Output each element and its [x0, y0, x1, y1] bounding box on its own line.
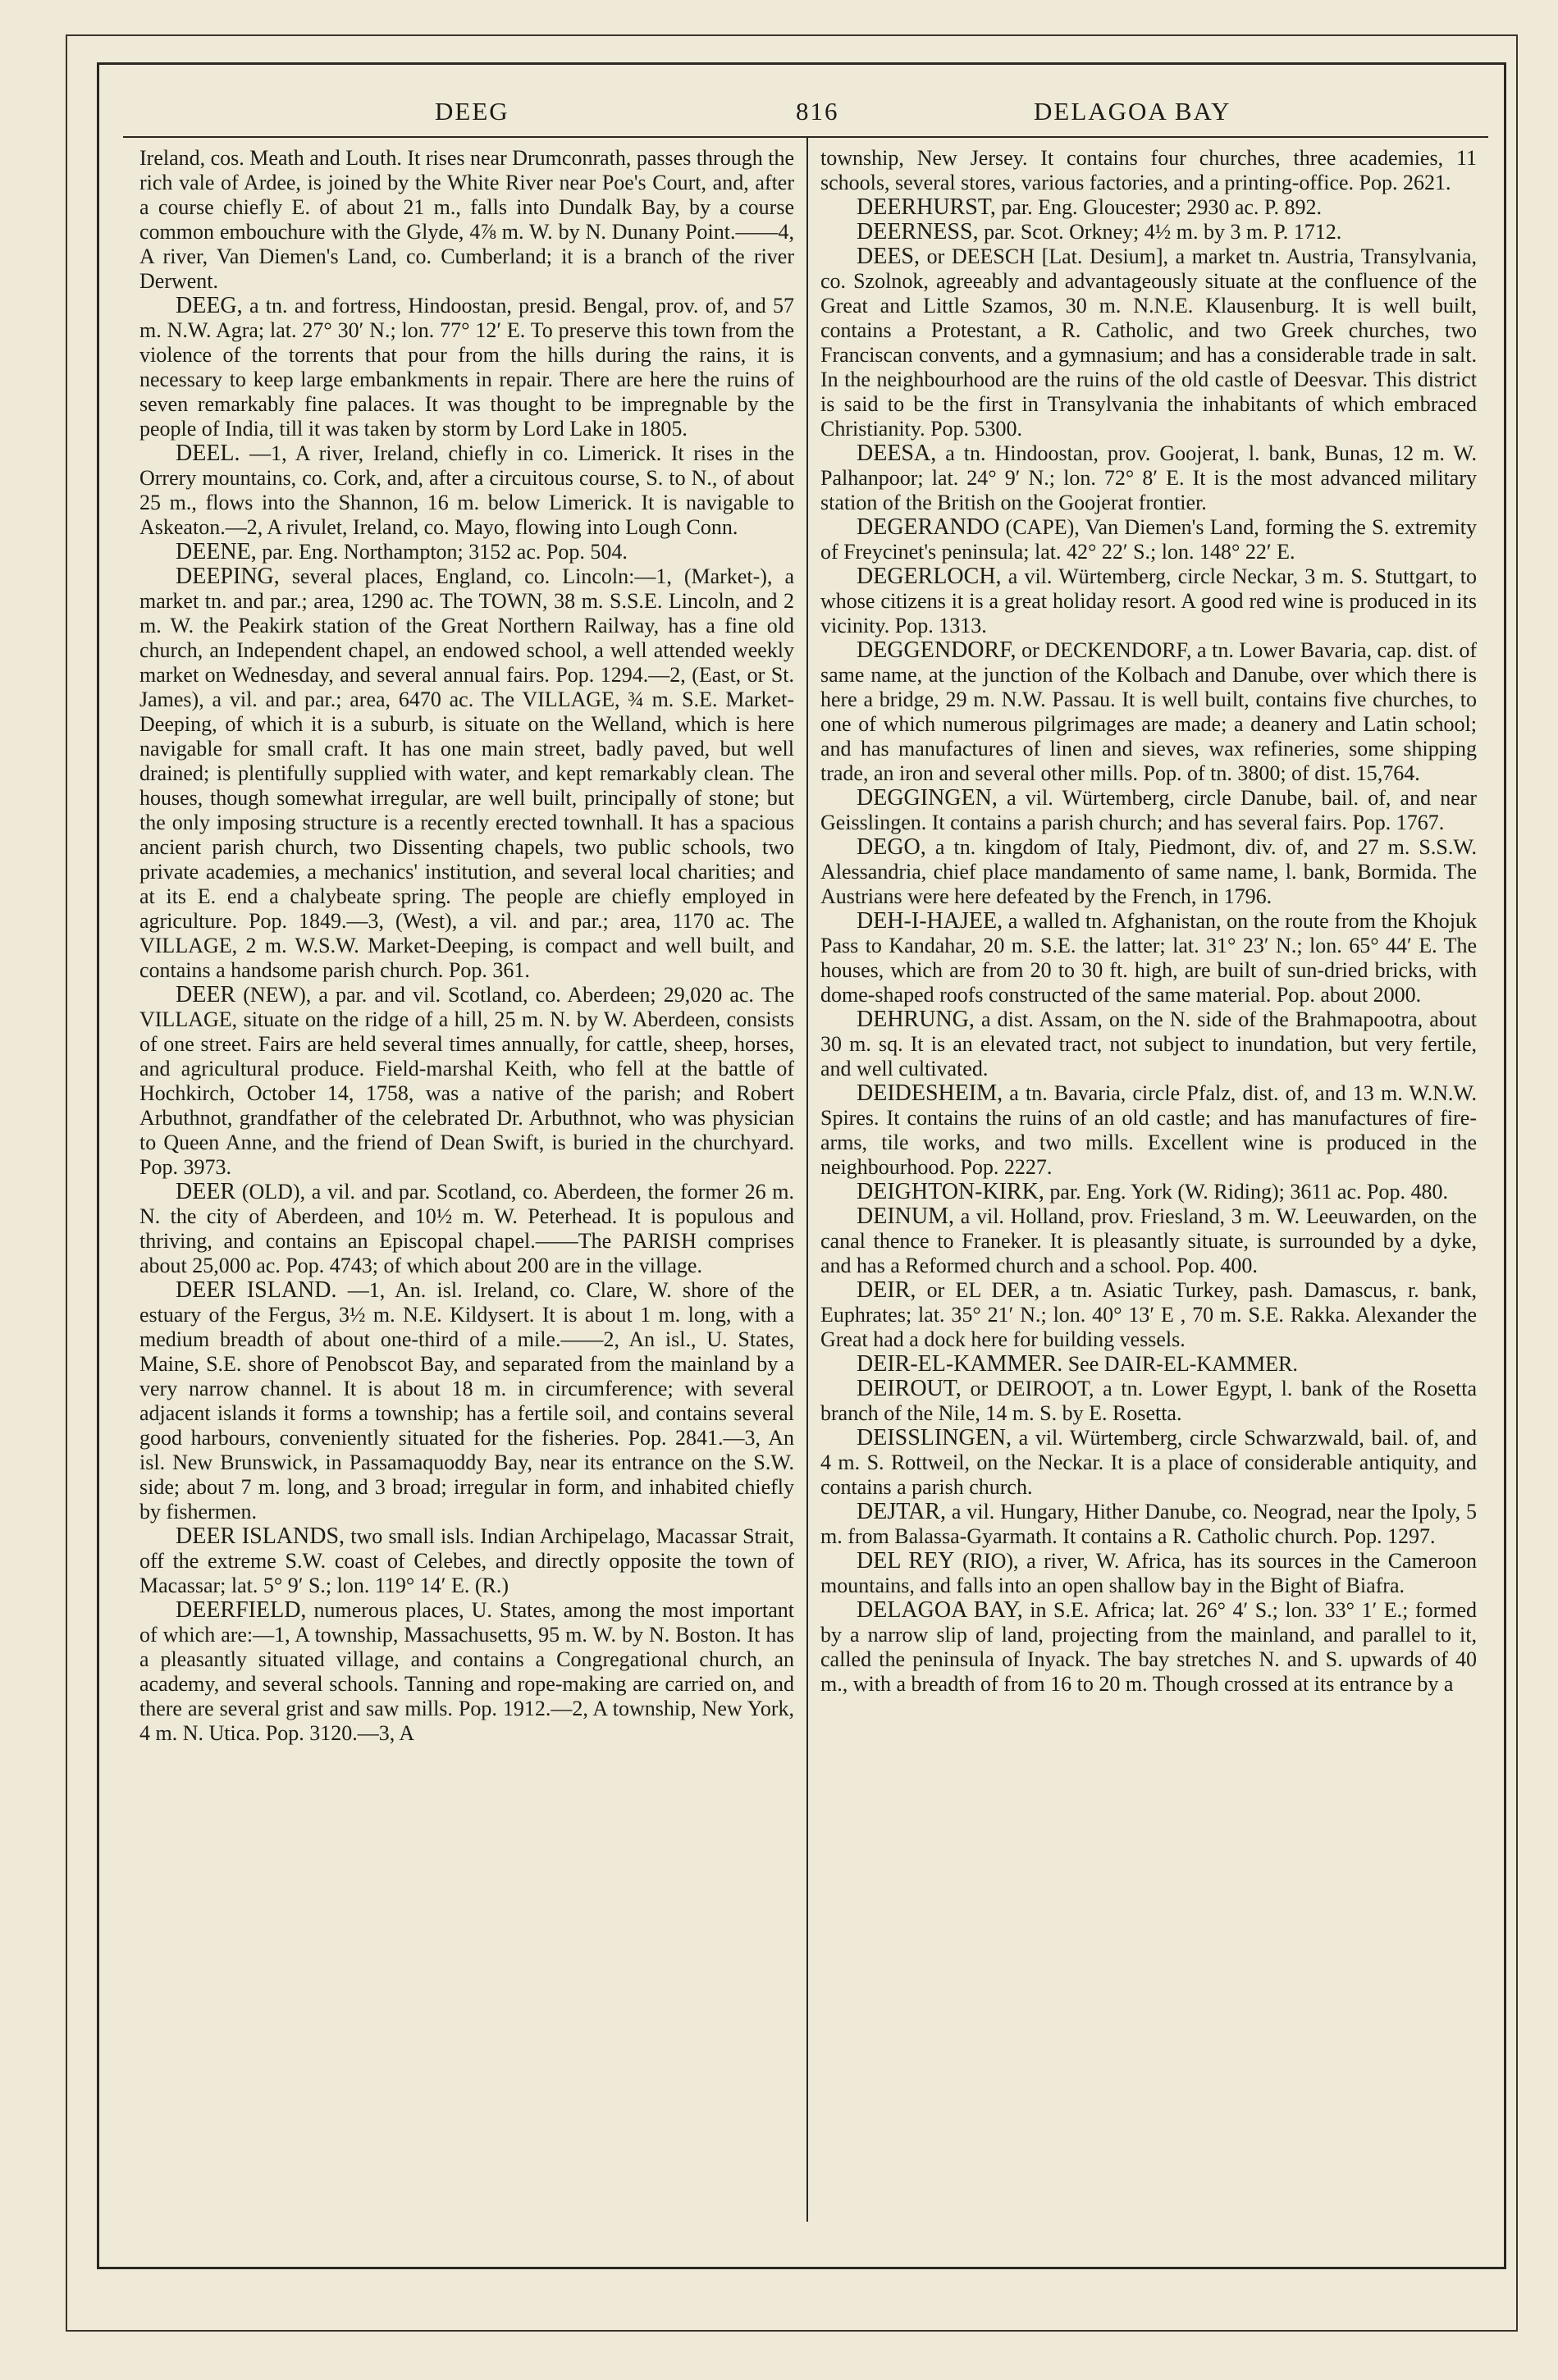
entry-headword: DEENE,	[176, 539, 257, 564]
entry-headword: DEEL.	[176, 441, 240, 466]
entry-text: a vil. Würtemberg, circle Danube, bail. of, and near Geisslingen. It contains a parish church; and has several fairs. Pop. 1767.	[820, 786, 1477, 834]
header-rule	[123, 136, 1488, 138]
running-header	[123, 90, 1485, 139]
entry-text: numerous places, U. States, among the most important of which are:—1, A township, Massachusetts, 95 m. W. by N. Boston. It has a pleasantly situated village, and contains a Congregational church, an academy, and several schools. Tanning and rope-making are carried on, and there are several grist and saw mills. Pop. 1912.—2, A township, New York, 4 m. N. Utica. Pop. 3120.—3, A	[139, 1598, 794, 1745]
entry-text: a tn. Hindoostan, prov. Goojerat, l. bank, Bunas, 12 m. W. Palhanpoor; lat. 24° 9′ N.; lon. 72° 8′ E. It is the most advanced military station of the British on the Goojerat frontier.	[820, 441, 1477, 514]
entry-text: —1, A river, Ireland, chiefly in co. Limerick. It rises in the Orrery mountains, co. Cork, and, after a circuitous course, S. to N., of about 25 m., flows into the Shannon, 16 m. below Limerick. It is navigable to Askeaton.—2, A rivulet, Ireland, co. Mayo, flowing into Lough Conn.	[139, 441, 794, 539]
gazetteer-entry	[820, 1598, 1477, 1697]
entry-headword: DEESA,	[857, 441, 937, 466]
entry-text: a dist. Assam, on the N. side of the Brahmapootra, about 30 m. sq. It is an elevated tract, not subject to inundation, but very fertile, and well cultivated.	[820, 1007, 1477, 1080]
entry-text: a walled tn. Afghanistan, on the route from the Khojuk Pass to Kandahar, 20 m. S.E. the latter; lat. 31° 23′ N.; lon. 65° 44′ E. The houses, which are from 20 to 30 ft. high, are built of sun-dried bricks, with dome-shaped roofs constructed of the same material. Pop. about 2000.	[820, 909, 1477, 1007]
entry-headword: DEIR,	[857, 1277, 916, 1303]
header-right-word: DELAGOA BAY	[1034, 97, 1231, 126]
gazetteer-entry	[820, 441, 1477, 515]
entry-headword: DEIGHTON-KIRK,	[857, 1179, 1044, 1204]
entry-text: or DEIROOT, a tn. Lower Egypt, l. bank of the Rosetta branch of the Nile, 14 m. S. by E. Rosetta.	[820, 1377, 1477, 1425]
entry-headword: DEERFIELD,	[176, 1597, 307, 1623]
entry-text: par. Scot. Orkney; 4½ m. by 3 m. P. 1712.	[984, 220, 1342, 244]
entry-text: two small isls. Indian Archipelago, Macassar Strait, off the extreme S.W. coast of Celebes, and directly opposite the town of Macassar; lat. 5° 9′ S.; lon. 119° 14′ E. (R.)	[139, 1524, 794, 1597]
column-divider	[806, 138, 808, 2222]
gazetteer-entry	[139, 983, 794, 1180]
entry-headword: DEEG,	[176, 293, 243, 318]
entry-text: par. Eng. York (W. Riding); 3611 ac. Pop. 480.	[1049, 1180, 1448, 1204]
gazetteer-entry	[820, 786, 1477, 835]
entry-text: a tn. kingdom of Italy, Piedmont, div. of, and 27 m. S.S.W. Alessandria, chief place mandamento of same name, l. bank, Bormida. The Austrians were here defeated by the French, in 1796.	[820, 835, 1477, 908]
entry-text: a vil. Würtemberg, circle Schwarzwald, bail. of, and 4 m. S. Rottweil, on the Neckar. It is a place of considerable antiquity, and contains a parish church.	[820, 1426, 1477, 1499]
gazetteer-entry	[820, 1426, 1477, 1500]
entry-text: (OLD), a vil. and par. Scotland, co. Aberdeen, the former 26 m. N. the city of Aberdeen, and 10½ m. W. Peterhead. It is populous and thriving, and contains an Episcopal chapel.——The PARISH comprises about 25,000 ac. Pop. 4743; of which about 200 are in the village.	[139, 1180, 794, 1277]
entry-text: —1, An. isl. Ireland, co. Clare, W. shore of the estuary of the Fergus, 3½ m. N.E. Kildysert. It is about 1 m. long, with a medium breadth of about one-third of a mile.——2, An isl., U. States, Maine, S.E. shore of Penobscot Bay, and separated from the mainland by a very narrow channel. It is about 18 m. in circumference; with several adjacent islands it forms a township; has a fertile soil, and contains several good harbours, conveniently situated for the fisheries. Pop. 2841.—3, An isl. New Brunswick, in Passamaquoddy Bay, near its entrance on the S.W. side; about 7 m. long, and 3 broad; irregular in form, and inhabited chiefly by fishermen.	[139, 1278, 794, 1523]
gazetteer-entry	[820, 835, 1477, 909]
gazetteer-entry	[820, 564, 1477, 638]
entry-text: a vil. Holland, prov. Friesland, 3 m. W. Leeuwarden, on the canal thence to Franeker. It is pleasantly situate, is surrounded by a dyke, and has a Reformed church and a school. Pop. 400.	[820, 1204, 1477, 1277]
entry-headword: DEERHURST,	[857, 194, 996, 220]
gazetteer-entry	[139, 441, 794, 540]
entry-headword: DEER ISLAND.	[176, 1277, 337, 1303]
entry-text: See DAIR-EL-KAMMER.	[1067, 1352, 1298, 1376]
entry-text: several places, England, co. Lincoln:—1, (Market-), a market tn. and par.; area, 1290 ac. The TOWN, 38 m. S.S.E. Lincoln, and 2 m. W. the Peakirk station of the Great Northern Railway, has a fine old church, an Independent chapel, an endowed school, a well attended weekly market on Wednesday, and several annual fairs. Pop. 1294.—2, (East, or St. James), a vil. and par.; area, 6470 ac. The VILLAGE, ¾ m. S.E. Market-Deeping, of which it is a suburb, is situate on the Welland, which is here navigable for small craft. It has one main street, badly paved, but well drained; is plentifully supplied with water, and kept remarkably clean. The houses, though somewhat irregular, are well built, principally of stone; but the only imposing structure is a recently erected townhall. It has a spacious ancient parish church, two Dissenting chapels, two public schools, two private academies, a mechanics' institution, and several local charities; and at its E. end a chalybeate spring. The people are chiefly employed in agriculture. Pop. 1849.—3, (West), a vil. and par.; area, 1170 ac. The VILLAGE, 2 m. W.S.W. Market-Deeping, is compact and well built, and contains a handsome parish church. Pop. 361.	[139, 564, 794, 982]
gazetteer-entry	[139, 294, 794, 441]
entry-text: (CAPE), Van Diemen's Land, forming the S. extremity of Freycinet's peninsula; lat. 42° 22′ S.; lon. 148° 22′ E.	[820, 515, 1477, 564]
gazetteer-entry	[820, 1007, 1477, 1081]
entry-headword: DEGGENDORF,	[857, 637, 1017, 663]
gazetteer-entry	[820, 1180, 1477, 1204]
gazetteer-entry	[820, 1204, 1477, 1278]
entry-text: township, New Jersey. It contains four churches, three academies, 11 schools, several stores, various factories, and a printing-office. Pop. 2621.	[820, 146, 1477, 194]
entry-headword: DEH-I-HAJEE,	[857, 908, 1003, 934]
entry-headword: DEGERLOCH,	[857, 564, 1002, 589]
gazetteer-entry	[820, 1549, 1477, 1598]
gazetteer-entry	[820, 1081, 1477, 1180]
entry-headword: DEER	[176, 982, 236, 1007]
entry-text: a tn. Bavaria, circle Pfalz, dist. of, and 13 m. W.N.W. Spires. It contains the ruins of an old castle; and has manufactures of fire-arms, tile works, and two mills. Excellent wine is produced in the neighbourhood. Pop. 2227.	[820, 1081, 1477, 1179]
gazetteer-entry	[820, 1500, 1477, 1549]
gazetteer-entry	[139, 1598, 794, 1746]
entry-headword: DEHRUNG,	[857, 1007, 975, 1032]
entry-headword: DEGGINGEN,	[857, 785, 998, 811]
entry-headword: DEL REY	[857, 1548, 955, 1574]
gazetteer-entry	[820, 220, 1477, 244]
entry-text: par. Eng. Northampton; 3152 ac. Pop. 504.	[262, 540, 628, 564]
gazetteer-entry	[820, 1278, 1477, 1352]
left-column	[139, 146, 794, 2222]
gazetteer-entry	[139, 1180, 794, 1278]
gazetteer-entry	[820, 638, 1477, 786]
entry-text: Ireland, cos. Meath and Louth. It rises near Drumconrath, passes through the rich vale of Ardee, is joined by the White River near Poe's Court, and, after a course chiefly E. of about 21 m., falls into Dundalk Bay, by a course common embouchure with the Glyde, 4⅞ m. W. by N. Dunany Point.——4, A river, Van Diemen's Land, co. Cumberland; it is a branch of the river Derwent.	[139, 146, 794, 293]
entry-text: or EL DER, a tn. Asiatic Turkey, pash. Damascus, r. bank, Euphrates; lat. 35° 21′ N.; lon. 40° 13′ E , 70 m. S.E. Rakka. Alexander the Great had a dock here for building vessels.	[820, 1278, 1477, 1351]
gazetteer-entry	[139, 564, 794, 983]
entry-text: a vil. Würtemberg, circle Neckar, 3 m. S. Stuttgart, to whose citizens it is a great holiday resort. A good red wine is produced in its vicinity. Pop. 1313.	[820, 564, 1477, 637]
entry-text: a vil. Hungary, Hither Danube, co. Neograd, near the Ipoly, 5 m. from Balassa-Gyarmath. It contains a R. Catholic church. Pop. 1297.	[820, 1500, 1477, 1548]
gazetteer-entry	[820, 146, 1477, 195]
entry-headword: DEGERANDO	[857, 514, 1000, 540]
right-column	[820, 146, 1477, 2222]
page-number: 816	[796, 97, 839, 126]
gazetteer-entry	[139, 540, 794, 564]
gazetteer-entry	[820, 909, 1477, 1007]
entry-text: or DEESCH [Lat. Desium], a market tn. Austria, Transylvania, co. Szolnok, agreeably and advantageously situate at the confluence of the Great and Little Szamos, 30 m. N.N.E. Klausenburg. It is well built, contains a Protestant, a R. Catholic, and two Greek churches, two Franciscan convents, and a gymnasium; and has a considerable trade in salt. In the neighbourhood are the ruins of the old castle of Deesvar. This district is said to be the first in Transylvania the inhabitants of which embraced Christianity. Pop. 5300.	[820, 244, 1477, 441]
entry-headword: DEIROUT,	[857, 1376, 962, 1401]
entry-headword: DEER ISLANDS,	[176, 1523, 345, 1549]
gazetteer-entry	[820, 244, 1477, 441]
entry-text: par. Eng. Gloucester; 2930 ac. P. 892.	[1001, 195, 1322, 219]
entry-text: in S.E. Africa; lat. 26° 4′ S.; lon. 33° 1′ E.; formed by a narrow slip of land, projecting from the mainland, and parallel to it, called the peninsula of Inyack. The bay stretches N. and S. upwards of 40 m., with a breadth of from 16 to 20 m. Though crossed at its entrance by a	[820, 1598, 1477, 1696]
gazetteer-entry	[820, 1377, 1477, 1426]
entry-headword: DEJTAR,	[857, 1499, 946, 1524]
gazetteer-entry	[820, 195, 1477, 220]
entry-headword: DEEPING,	[176, 564, 280, 589]
gazetteer-entry	[139, 146, 794, 294]
entry-headword: DEIR-EL-KAMMER.	[857, 1351, 1063, 1377]
entry-headword: DEGO,	[857, 834, 926, 860]
gazetteer-entry	[139, 1278, 794, 1524]
entry-headword: DEES,	[857, 244, 920, 269]
header-left-word: DEEG	[435, 97, 509, 126]
gazetteer-entry	[139, 1524, 794, 1598]
entry-headword: DEER	[176, 1179, 236, 1204]
entry-headword: DEERNESS,	[857, 219, 979, 244]
entry-headword: DEISSLINGEN,	[857, 1425, 1012, 1450]
entry-headword: DELAGOA BAY,	[857, 1597, 1023, 1623]
entry-text: (NEW), a par. and vil. Scotland, co. Aberdeen; 29,020 ac. The VILLAGE, situate on the ridge of a hill, 25 m. N. by W. Aberdeen, consists of one street. Fairs are held several times annually, for cattle, sheep, horses, and agricultural produce. Field-marshal Keith, who fell at the battle of Hochkirch, October 14, 1758, was a native of the parish; and Robert Arbuthnot, grandfather of the celebrated Dr. Arbuthnot, who was physician to Queen Anne, and the friend of Dean Swift, is buried in the churchyard. Pop. 3973.	[139, 983, 794, 1179]
entry-text: a tn. and fortress, Hindoostan, presid. Bengal, prov. of, and 57 m. N.W. Agra; lat. 27° 30′ N.; lon. 77° 12′ E. To preserve this town from the violence of the torrents that pour from the hills during the rains, it is necessary to keep large embankments in repair. There are here the ruins of seven remarkably fine palaces. It was thought to be impregnable by the people of India, till it was taken by storm by Lord Lake in 1805.	[139, 294, 794, 441]
gazetteer-entry	[820, 515, 1477, 564]
entry-headword: DEINUM,	[857, 1204, 954, 1229]
entry-text: or DECKENDORF, a tn. Lower Bavaria, cap. dist. of same name, at the junction of the Kolbach and Danube, over which there is here a bridge, 29 m. N.W. Passau. It is well built, contains five churches, to one of which numerous pilgrimages are made; a deanery and Latin school; and has manufactures of linen and sieves, wax refineries, some shipping trade, an iron and several other mills. Pop. of tn. 3800; of dist. 15,764.	[820, 638, 1477, 785]
entry-headword: DEIDESHEIM,	[857, 1080, 1003, 1106]
gazetteer-entry	[820, 1352, 1477, 1377]
entry-text: (RIO), a river, W. Africa, has its sources in the Cameroon mountains, and falls into an open shallow bay in the Bight of Biafra.	[820, 1549, 1477, 1597]
